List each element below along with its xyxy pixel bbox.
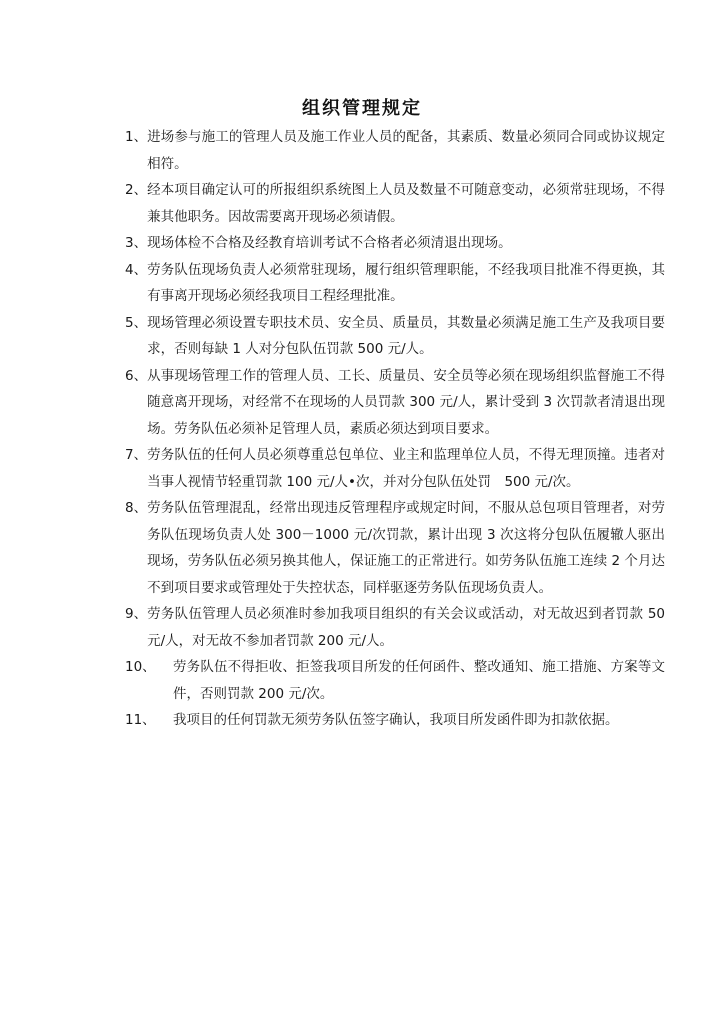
document-title: 组织管理规定 (302, 98, 422, 119)
rule-text: 现场体检不合格及经教育培训考试不合格者必须清退出现场。 (147, 235, 512, 251)
rule-number: 1、 (125, 129, 148, 145)
rule-number: 3、 (125, 235, 148, 251)
rule-text: 经本项目确定认可的所报组织系统图上人员及数量不可随意变动，必须常驻现场，不得兼其他职务。因故需要离开现场必须请假。 (147, 182, 665, 225)
rule-item (125, 442, 665, 495)
rule-number: 8、 (125, 500, 148, 516)
rule-item (125, 707, 665, 734)
rule-item (125, 257, 665, 310)
rule-item (125, 654, 665, 707)
rule-text: 劳务队伍管理人员必须准时参加我项目组织的有关会议或活动，对无故迟到者罚款 50 元/人，对无故不参加者罚款 200 元/人。 (147, 606, 665, 649)
rule-number: 10、 (125, 659, 156, 675)
rule-text: 劳务队伍管理混乱，经常出现违反管理程序或规定时间，不服从总包项目管理者，对劳务队伍现场负责人处 300－1000 元/次罚款，累计出现 3 次这将分包队伍履辙人驱出现场，劳务队伍必须另换其他人，保证施工的正常进行。如劳务队伍施工连续 2 个月达不到项目要求或管理处于失控状态，同样驱逐劳务队伍现场负责人。 (147, 500, 665, 596)
rule-number: 7、 (125, 447, 148, 463)
rule-text: 我项目的任何罚款无须劳务队伍签字确认，我项目所发函件即为扣款依据。 (173, 712, 619, 728)
rule-number: 2、 (125, 182, 148, 198)
rule-text: 劳务队伍的任何人员必须尊重总包单位、业主和监理单位人员，不得无理顶撞。违者对当事人视情节轻重罚款 100 元/人•次，并对分包队伍处罚 500 元/次。 (147, 447, 665, 490)
rule-text: 从事现场管理工作的管理人员、工长、质量员、安全员等必须在现场组织监督施工不得随意离开现场，对经常不在现场的人员罚款 300 元/人，累计受到 3 次罚款者清退出现场。劳务队伍必须补足管理人员，素质必须达到项目要求。 (147, 367, 665, 437)
rule-number: 5、 (125, 314, 148, 331)
rule-text: 进场参与施工的管理人员及施工作业人员的配备，其素质、数量必须同合同或协议规定相符。 (147, 129, 665, 172)
rule-number: 11、 (125, 712, 156, 728)
rule-item (125, 601, 665, 654)
rule-text: 现场管理必须设置专职技术员、安全员、质量员，其数量必须满足施工生产及我项目要求，否则每缺 1 人对分包队伍罚款 500 元/人。 (147, 314, 665, 357)
rule-item (125, 230, 665, 257)
rule-item (125, 124, 665, 177)
rule-number: 4、 (125, 261, 148, 278)
rule-item (125, 495, 665, 601)
rules-list (125, 124, 665, 734)
rule-item (125, 363, 665, 443)
rule-number: 9、 (125, 606, 148, 622)
rule-item (125, 177, 665, 230)
rule-number: 6、 (125, 367, 148, 384)
rule-text: 劳务队伍不得拒收、拒签我项目所发的任何函件、整改通知、施工措施、方案等文件，否则罚款 200 元/次。 (173, 659, 665, 702)
rule-item (125, 310, 665, 363)
rule-text: 劳务队伍现场负责人必须常驻现场，履行组织管理职能，不经我项目批准不得更换，其有事离开现场必须经我项目工程经理批准。 (147, 261, 665, 304)
